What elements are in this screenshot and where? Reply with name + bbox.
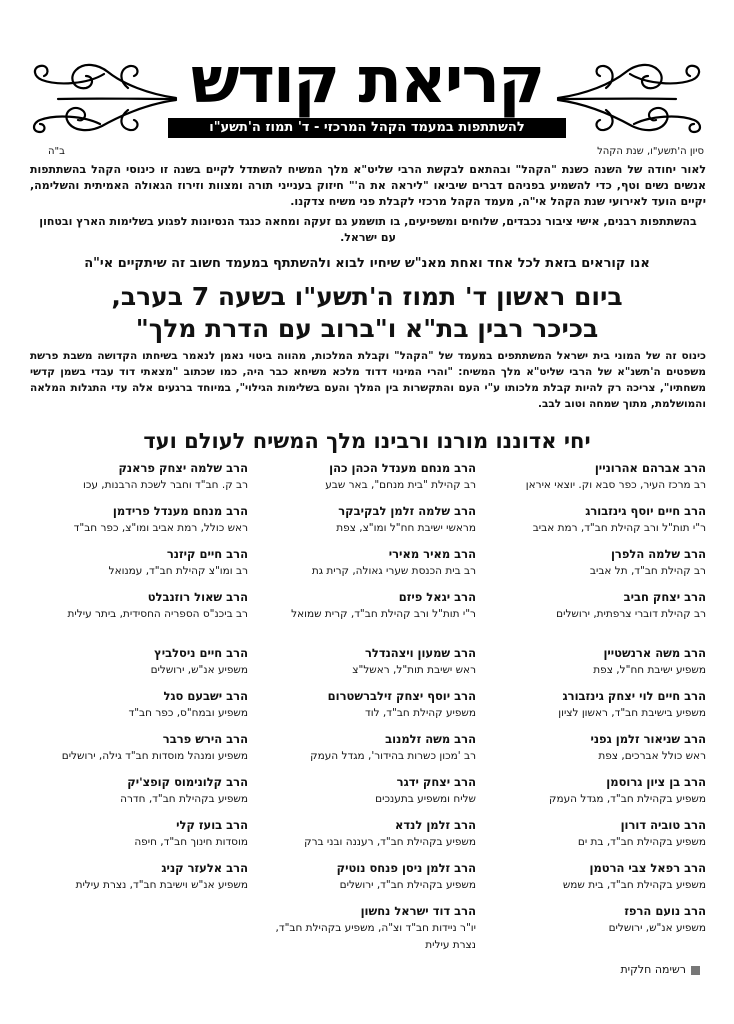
signatory-name: הרב קלונימוס קופצ'יק bbox=[127, 775, 248, 789]
signatories-group bbox=[28, 460, 248, 623]
page-title: קריאת קודש bbox=[190, 44, 544, 118]
signatory-title: משפיע בקהילת חב"ד, ירושלים bbox=[339, 879, 476, 891]
signatory-title: רב מרכז העיר, כפר סבא וק. יוצאי איראן bbox=[525, 479, 706, 491]
invitation-line: אנו קוראים בזאת לכל אחד ואחת מאנ"ש שיחיו לבוא ולהשתתף במעמד חשוב זה שיתקיים אי"ה bbox=[84, 256, 650, 271]
signatory bbox=[28, 546, 248, 580]
signatory-name: הרב יצחק ידגר bbox=[396, 775, 476, 789]
signatory bbox=[486, 546, 706, 580]
partial-list-note bbox=[620, 962, 700, 978]
signatory-title: רב בית הכנסת שערי גאולה, קרית גת bbox=[311, 565, 476, 577]
signatory-title: משפיע בקהילת חב"ד, מגדל העמק bbox=[549, 793, 706, 805]
signatory-name: הרב בועז קלי bbox=[176, 818, 248, 832]
event-location-line: בכיכר רבין בת"א ו"ברוב עם הדרת מלך" bbox=[135, 314, 599, 343]
signatory bbox=[486, 731, 706, 765]
signatory bbox=[486, 860, 706, 894]
signatory bbox=[256, 688, 476, 722]
signatory-name: הרב משה זלמנוב bbox=[385, 732, 476, 746]
event-date-line: ביום ראשון ד' תמוז ה'תשע"ו בשעה 7 בערב, bbox=[111, 282, 623, 311]
signatory-name: הרב הירש פרבר bbox=[162, 732, 248, 746]
signatory bbox=[486, 645, 706, 679]
signatory bbox=[256, 460, 476, 494]
signatory-name: הרב טוביה דורון bbox=[620, 818, 706, 832]
signatory-name: הרב חיים לוי יצחק גינזבורג bbox=[562, 689, 706, 703]
signatory-name: הרב חיים קיזנר bbox=[166, 547, 248, 561]
signatory-title: משפיע ומנהל מוסדות חב"ד גילה, ירושלים bbox=[61, 750, 248, 762]
signatory bbox=[486, 460, 706, 494]
square-bullet-icon bbox=[691, 966, 700, 975]
signatory-title: משפיע אנ"ש, ירושלים bbox=[150, 664, 248, 676]
signatory-title: משפיע בקהילת חב"ד, חדרה bbox=[120, 793, 248, 805]
signatory-title: רב ק. חב"ד וחבר לשכת הרבנות, עכו bbox=[82, 479, 248, 491]
signatory-name: הרב דוד ישראל נחשון bbox=[360, 904, 476, 918]
subtitle-banner: להשתתפות במעמד הקהל המרכזי - ד' תמוז ה'תשע"ו bbox=[168, 118, 566, 138]
signatory-title: משפיע בקהילת חב"ד, רעננה ובני ברק bbox=[304, 836, 476, 848]
signatory bbox=[486, 903, 706, 937]
signatory bbox=[486, 817, 706, 851]
signatories-column-2 bbox=[256, 460, 476, 963]
signatory-name: הרב בן ציון גרוסמן bbox=[606, 775, 706, 789]
signatory bbox=[256, 589, 476, 623]
signatory bbox=[28, 860, 248, 894]
signatories-column-1 bbox=[486, 460, 706, 946]
signatory-name: הרב מנחם מענדל הכהן כהן bbox=[329, 461, 476, 475]
signatory bbox=[486, 503, 706, 537]
signatory-title: משפיע בקהילת חב"ד, בית שמש bbox=[562, 879, 706, 891]
signatory-title: שליח ומשפיע בתענכים bbox=[375, 793, 476, 805]
signatory-name: הרב שאול רוזנבלט bbox=[147, 590, 248, 604]
signatory-name: הרב שלמה יצחק פראנק bbox=[118, 461, 248, 475]
bh-mark: ב"ה bbox=[48, 146, 65, 157]
signatory bbox=[256, 817, 476, 851]
body-paragraph: כינוס זה של המוני בית ישראל המשתתפים במעמד של "הקהל" וקבלת המלכות, מהווה ביטוי נאמן לנאמר בשיחתו הקדושה משבת פרשת משפטים ה'תשנ"א של הרבי שליט"א מלך המשיח: "והרי המינוי דדוד מלכא משיחא כבר היה, כמו שכתוב "מצאתי דוד עבדי בשמן קדשי משחתיו", צריכה רק להיות קבלת מלכותו ע"י העם והתקשרות בין המלך והעם בשלימות הגילוי", במיוחד ברגעים אלה עדי התגלות המלאה והמושלמת, מתוך שמחה וטוב לבב. bbox=[30, 350, 706, 410]
signatory bbox=[28, 774, 248, 808]
signatory-name: הרב אברהם אהרוניין bbox=[594, 461, 706, 475]
date-line: סיון ה'תשע"ו, שנת הקהל bbox=[597, 146, 704, 157]
signatory-title: רב ומו"צ קהילת חב"ד, עמנואל bbox=[108, 565, 248, 577]
signatory-title: רב קהילת דוברי צרפתית, ירושלים bbox=[556, 608, 706, 620]
signatory bbox=[28, 589, 248, 623]
signatory-name: הרב אלעזר קניג bbox=[161, 861, 248, 875]
signatory-name: הרב ישבעם סגל bbox=[163, 689, 248, 703]
signatory bbox=[28, 688, 248, 722]
signatory bbox=[256, 774, 476, 808]
signatories-group bbox=[28, 645, 248, 894]
signatory bbox=[28, 645, 248, 679]
signatory bbox=[256, 503, 476, 537]
signatory bbox=[486, 774, 706, 808]
signatory bbox=[486, 589, 706, 623]
signatory bbox=[28, 731, 248, 765]
event-details bbox=[0, 281, 734, 345]
signatory-name: הרב שלמה זלמן לבקיבקר bbox=[338, 504, 476, 518]
signatory-name: הרב מנחם מענדל פרידמן bbox=[112, 504, 248, 518]
signatory-name: הרב זלמן ניסן פנחס נוטיק bbox=[336, 861, 476, 875]
signatories-group bbox=[256, 645, 476, 954]
signatories-group bbox=[256, 460, 476, 623]
signatory-title: משפיע אנ"ש וישיבת חב"ד, נצרת עילית bbox=[75, 879, 248, 891]
signatories-group bbox=[486, 460, 706, 623]
signatory-title: מראשי ישיבת חח"ל ומו"צ, צפת bbox=[336, 522, 476, 534]
signatory bbox=[256, 645, 476, 679]
signatory bbox=[256, 546, 476, 580]
signatory-name: הרב משה ארנשטיין bbox=[603, 646, 706, 660]
signatory-title: משפיע קהילת חב"ד, לוד bbox=[365, 707, 476, 719]
signatory-title: רב 'מכון כשרות בהידור', מגדל העמק bbox=[310, 750, 476, 762]
signatory-name: הרב נועם הרפז bbox=[624, 904, 706, 918]
signatory-title: רב קהילת "בית מנחם", באר שבע bbox=[325, 479, 476, 491]
signatory-title: ראש כולל, רמת אביב ומו"צ, כפר חב"ד bbox=[73, 522, 248, 534]
signatory-title: רב קהילת חב"ד, תל אביב bbox=[589, 565, 706, 577]
signatory-title: משפיע ישיבת חח"ל, צפת bbox=[593, 664, 706, 676]
signatory-title: ראש ישיבת תות"ל, ראשל"צ bbox=[352, 664, 476, 676]
signatory-name: הרב חיים יוסף גינזבורג bbox=[585, 504, 706, 518]
partial-list-label: רשימה חלקית bbox=[620, 963, 686, 976]
signatory-name: הרב זלמן לנדא bbox=[395, 818, 476, 832]
signatory bbox=[28, 503, 248, 537]
signatory-name: הרב חיים ניסלביץ bbox=[154, 646, 248, 660]
signatory bbox=[28, 817, 248, 851]
signatory bbox=[256, 903, 476, 954]
signatory-title: משפיע בקהילת חב"ד, בת ים bbox=[577, 836, 706, 848]
signatory-name: הרב שלמה הלפרן bbox=[610, 547, 706, 561]
signatory-name: הרב יוסף יצחק זילברשטרום bbox=[327, 689, 476, 703]
signatory bbox=[256, 731, 476, 765]
signatory-title: משפיע בישיבת חב"ד, ראשון לציון bbox=[558, 707, 706, 719]
signatory bbox=[256, 860, 476, 894]
signatories-group bbox=[486, 645, 706, 937]
signatory-title: משפיע אנ"ש, ירושלים bbox=[608, 922, 706, 934]
signatory-name: הרב יגאל פיזם bbox=[398, 590, 476, 604]
signatory-title: ר"י תות"ל ורב קהילת חב"ד, רמת אביב bbox=[532, 522, 706, 534]
yechi-heading: יחי אדוננו מורנו ורבינו מלך המשיח לעולם ועד bbox=[143, 429, 591, 453]
signatory-name: הרב יצחק חביב bbox=[623, 590, 706, 604]
signatory-title: רב ביכנ"ס הספריה החסידית, ביתר עילית bbox=[67, 608, 248, 620]
intro-paragraph: לאור יחודה של השנה כשנת "הקהל" ובהתאם לבקשת הרבי שליט"א מלך המשיח להשתדל לקיים בשנה זו כינוסי הקהל בהשתתפות אנשים נשים וטף, כדי להשמיע בפניהם דברים שיביאו "ליראה את ה'" חיזוק בענייני תורה ומצוות וזירוז הגאולה האמיתית והשלימה, יקיים הועד לאירועי שנת הקהל אי"ה, מעמד הקהל מרכזי לקבלת פני משיח צדקנו. bbox=[30, 163, 706, 208]
signatory-title: ר"י תות"ל ורב קהילת חב"ד, קרית שמואל bbox=[291, 608, 476, 620]
signatory-name: הרב רפאל צבי הרטמן bbox=[589, 861, 706, 875]
signatory bbox=[486, 688, 706, 722]
signatory-name: הרב שמעון ויצהנדלר bbox=[364, 646, 476, 660]
signatory bbox=[28, 460, 248, 494]
signatory-title: יו"ר ניידות חב"ד וצ"ה, משפיע בקהילת חב"ד, נצרת עילית bbox=[275, 922, 476, 951]
signatory-name: הרב מאיר מאירי bbox=[388, 547, 476, 561]
signatory-title: משפיע ובמח"ס, כפר חב"ד bbox=[128, 707, 248, 719]
signatories-column-3 bbox=[28, 460, 248, 903]
signatory-name: הרב שניאור זלמן גפני bbox=[590, 732, 706, 746]
intro-paragraph-2: בהשתתפות רבנים, אישי ציבור נכבדים, שלוחים ומשפיעים, בו תושמע גם זעקה ומחאה כנגד הנסיונות לפגוע בשלימות הארץ ובטחון עם ישראל. bbox=[39, 215, 697, 244]
signatory-title: מוסדות חינוך חב"ד, חיפה bbox=[134, 836, 248, 848]
signatory-title: ראש כולל אברכים, צפת bbox=[598, 750, 706, 762]
